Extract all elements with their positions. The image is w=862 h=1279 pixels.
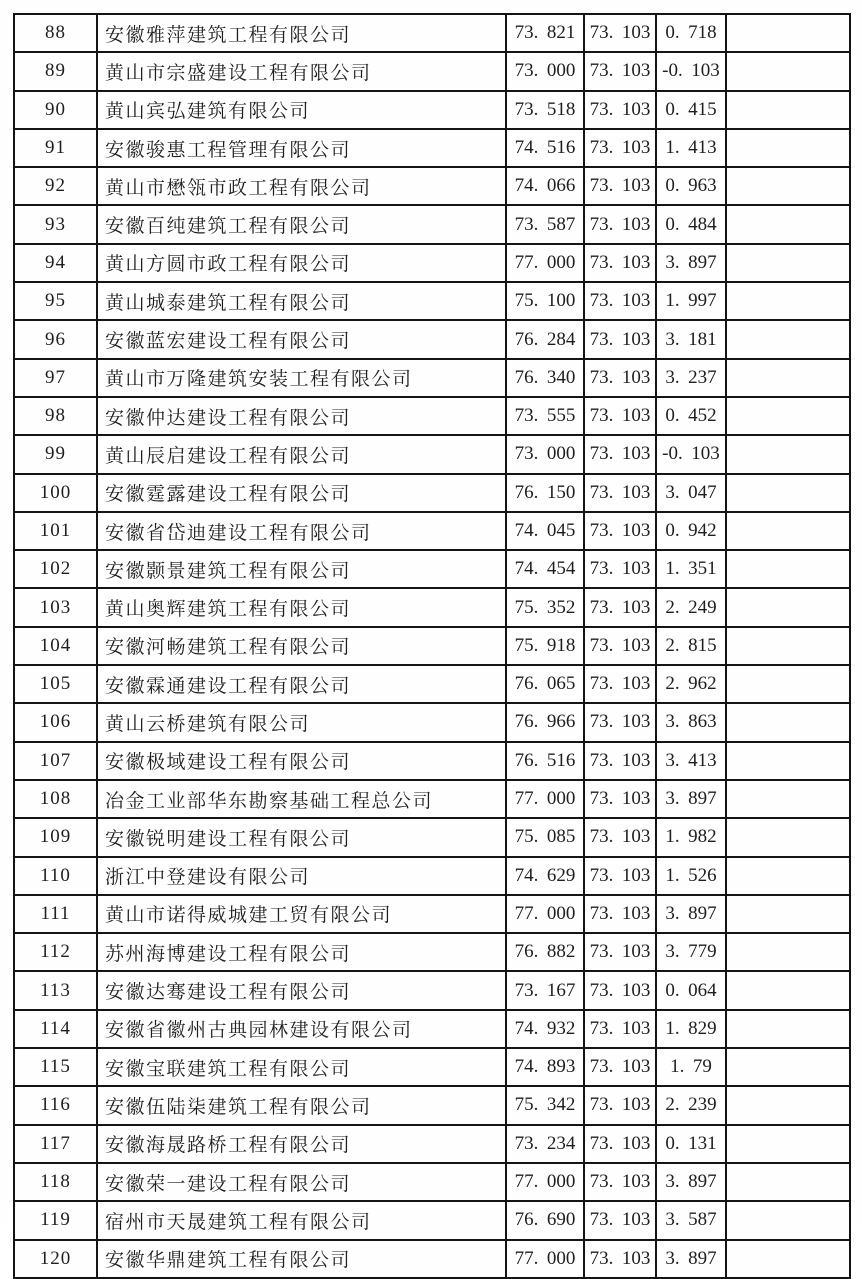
score-cell: 73. 234 xyxy=(506,1125,584,1163)
diff-cell: 3. 587 xyxy=(656,1201,726,1239)
row-number-cell: 114 xyxy=(14,1010,97,1048)
table-row xyxy=(14,1163,850,1201)
company-name-cell: 安徽河畅建筑工程有限公司 xyxy=(97,627,506,665)
remark-cell xyxy=(726,588,850,626)
base-score-cell: 73. 103 xyxy=(584,971,656,1009)
remark-cell xyxy=(726,282,850,320)
remark-cell xyxy=(726,91,850,129)
table-row xyxy=(14,550,850,588)
diff-cell: 1. 982 xyxy=(656,818,726,856)
remark-cell xyxy=(726,665,850,703)
row-number-cell: 99 xyxy=(14,435,97,473)
base-score-cell: 73. 103 xyxy=(584,474,656,512)
remark-cell xyxy=(726,435,850,473)
table-row xyxy=(14,1086,850,1124)
score-cell: 75. 352 xyxy=(506,588,584,626)
company-name-cell: 安徽华鼎建筑工程有限公司 xyxy=(97,1240,506,1278)
remark-cell xyxy=(726,1086,850,1124)
company-name-cell: 宿州市天晟建筑工程有限公司 xyxy=(97,1201,506,1239)
company-name-cell: 安徽省徽州古典园林建设有限公司 xyxy=(97,1010,506,1048)
company-name-cell: 安徽霆露建设工程有限公司 xyxy=(97,474,506,512)
company-name-cell: 黄山宾弘建筑有限公司 xyxy=(97,91,506,129)
base-score-cell: 73. 103 xyxy=(584,818,656,856)
company-name-cell: 安徽仲达建设工程有限公司 xyxy=(97,397,506,435)
score-cell: 74. 045 xyxy=(506,512,584,550)
company-name-cell: 苏州海博建设工程有限公司 xyxy=(97,933,506,971)
row-number-cell: 120 xyxy=(14,1240,97,1278)
remark-cell xyxy=(726,742,850,780)
company-name-cell: 安徽海晟路桥工程有限公司 xyxy=(97,1125,506,1163)
company-name-cell: 安徽伍陆柒建筑工程有限公司 xyxy=(97,1086,506,1124)
diff-cell: 3. 897 xyxy=(656,1240,726,1278)
score-cell: 73. 587 xyxy=(506,205,584,243)
score-cell: 77. 000 xyxy=(506,1240,584,1278)
score-cell: 73. 000 xyxy=(506,52,584,90)
score-cell: 75. 918 xyxy=(506,627,584,665)
table-row xyxy=(14,1125,850,1163)
base-score-cell: 73. 103 xyxy=(584,205,656,243)
row-number-cell: 92 xyxy=(14,167,97,205)
base-score-cell: 73. 103 xyxy=(584,1086,656,1124)
base-score-cell: 73. 103 xyxy=(584,359,656,397)
diff-cell: 0. 064 xyxy=(656,971,726,1009)
score-cell: 73. 555 xyxy=(506,397,584,435)
diff-cell: 0. 942 xyxy=(656,512,726,550)
company-name-cell: 黄山辰启建设工程有限公司 xyxy=(97,435,506,473)
company-name-cell: 安徽极域建设工程有限公司 xyxy=(97,742,506,780)
diff-cell: 0. 415 xyxy=(656,91,726,129)
remark-cell xyxy=(726,320,850,358)
company-name-cell: 安徽颢景建筑工程有限公司 xyxy=(97,550,506,588)
table-row xyxy=(14,627,850,665)
table-row xyxy=(14,474,850,512)
table-row xyxy=(14,1048,850,1086)
company-name-cell: 冶金工业部华东勘察基础工程总公司 xyxy=(97,780,506,818)
remark-cell xyxy=(726,167,850,205)
row-number-cell: 104 xyxy=(14,627,97,665)
base-score-cell: 73. 103 xyxy=(584,895,656,933)
row-number-cell: 94 xyxy=(14,244,97,282)
score-cell: 77. 000 xyxy=(506,244,584,282)
row-number-cell: 116 xyxy=(14,1086,97,1124)
remark-cell xyxy=(726,1010,850,1048)
score-cell: 73. 167 xyxy=(506,971,584,1009)
row-number-cell: 97 xyxy=(14,359,97,397)
remark-cell xyxy=(726,627,850,665)
remark-cell xyxy=(726,895,850,933)
diff-cell: 3. 181 xyxy=(656,320,726,358)
remark-cell xyxy=(726,359,850,397)
company-name-cell: 安徽省岱迪建设工程有限公司 xyxy=(97,512,506,550)
score-cell: 77. 000 xyxy=(506,780,584,818)
diff-cell: 3. 779 xyxy=(656,933,726,971)
table-row xyxy=(14,14,850,52)
score-cell: 75. 100 xyxy=(506,282,584,320)
base-score-cell: 73. 103 xyxy=(584,703,656,741)
company-name-cell: 黄山方圆市政工程有限公司 xyxy=(97,244,506,282)
row-number-cell: 107 xyxy=(14,742,97,780)
base-score-cell: 73. 103 xyxy=(584,435,656,473)
company-name-cell: 安徽锐明建设工程有限公司 xyxy=(97,818,506,856)
row-number-cell: 112 xyxy=(14,933,97,971)
remark-cell xyxy=(726,818,850,856)
diff-cell: 0. 963 xyxy=(656,167,726,205)
company-name-cell: 安徽达骞建设工程有限公司 xyxy=(97,971,506,1009)
table-row xyxy=(14,320,850,358)
diff-cell: 0. 452 xyxy=(656,397,726,435)
table-row xyxy=(14,52,850,90)
diff-cell: 1. 526 xyxy=(656,857,726,895)
base-score-cell: 73. 103 xyxy=(584,244,656,282)
table-row xyxy=(14,435,850,473)
diff-cell: 1. 79 xyxy=(656,1048,726,1086)
remark-cell xyxy=(726,474,850,512)
company-name-cell: 黄山市宗盛建设工程有限公司 xyxy=(97,52,506,90)
diff-cell: 3. 047 xyxy=(656,474,726,512)
row-number-cell: 117 xyxy=(14,1125,97,1163)
diff-cell: 0. 718 xyxy=(656,14,726,52)
base-score-cell: 73. 103 xyxy=(584,397,656,435)
base-score-cell: 73. 103 xyxy=(584,14,656,52)
base-score-cell: 73. 103 xyxy=(584,91,656,129)
score-cell: 77. 000 xyxy=(506,895,584,933)
row-number-cell: 91 xyxy=(14,129,97,167)
base-score-cell: 73. 103 xyxy=(584,780,656,818)
score-table xyxy=(13,13,851,1279)
table-row xyxy=(14,129,850,167)
score-cell: 75. 342 xyxy=(506,1086,584,1124)
company-name-cell: 黄山市诺得威城建工贸有限公司 xyxy=(97,895,506,933)
company-name-cell: 安徽宝联建筑工程有限公司 xyxy=(97,1048,506,1086)
table-body xyxy=(14,14,850,1278)
row-number-cell: 101 xyxy=(14,512,97,550)
remark-cell xyxy=(726,1240,850,1278)
row-number-cell: 113 xyxy=(14,971,97,1009)
base-score-cell: 73. 103 xyxy=(584,52,656,90)
score-cell: 76. 340 xyxy=(506,359,584,397)
diff-cell: 2. 962 xyxy=(656,665,726,703)
table-row xyxy=(14,971,850,1009)
remark-cell xyxy=(726,1125,850,1163)
score-cell: 76. 882 xyxy=(506,933,584,971)
company-name-cell: 安徽百纯建筑工程有限公司 xyxy=(97,205,506,243)
score-cell: 73. 000 xyxy=(506,435,584,473)
remark-cell xyxy=(726,933,850,971)
diff-cell: 0. 484 xyxy=(656,205,726,243)
remark-cell xyxy=(726,1163,850,1201)
table-row xyxy=(14,933,850,971)
score-cell: 76. 284 xyxy=(506,320,584,358)
remark-cell xyxy=(726,857,850,895)
score-cell: 74. 516 xyxy=(506,129,584,167)
score-cell: 73. 821 xyxy=(506,14,584,52)
diff-cell: 2. 249 xyxy=(656,588,726,626)
row-number-cell: 119 xyxy=(14,1201,97,1239)
company-name-cell: 黄山市懋瓴市政工程有限公司 xyxy=(97,167,506,205)
table-row xyxy=(14,857,850,895)
remark-cell xyxy=(726,14,850,52)
company-name-cell: 黄山城泰建筑工程有限公司 xyxy=(97,282,506,320)
base-score-cell: 73. 103 xyxy=(584,665,656,703)
base-score-cell: 73. 103 xyxy=(584,1125,656,1163)
score-cell: 74. 454 xyxy=(506,550,584,588)
diff-cell: 3. 863 xyxy=(656,703,726,741)
remark-cell xyxy=(726,129,850,167)
score-cell: 74. 066 xyxy=(506,167,584,205)
table-row xyxy=(14,512,850,550)
diff-cell: 1. 351 xyxy=(656,550,726,588)
row-number-cell: 100 xyxy=(14,474,97,512)
row-number-cell: 93 xyxy=(14,205,97,243)
diff-cell: 0. 131 xyxy=(656,1125,726,1163)
table-row xyxy=(14,703,850,741)
company-name-cell: 黄山市万隆建筑安装工程有限公司 xyxy=(97,359,506,397)
row-number-cell: 109 xyxy=(14,818,97,856)
base-score-cell: 73. 103 xyxy=(584,129,656,167)
score-cell: 73. 518 xyxy=(506,91,584,129)
score-cell: 76. 690 xyxy=(506,1201,584,1239)
remark-cell xyxy=(726,971,850,1009)
score-cell: 77. 000 xyxy=(506,1163,584,1201)
table-row xyxy=(14,818,850,856)
remark-cell xyxy=(726,1048,850,1086)
score-cell: 74. 629 xyxy=(506,857,584,895)
remark-cell xyxy=(726,780,850,818)
row-number-cell: 108 xyxy=(14,780,97,818)
diff-cell: -0. 103 xyxy=(656,435,726,473)
table-row xyxy=(14,895,850,933)
base-score-cell: 73. 103 xyxy=(584,933,656,971)
diff-cell: 2. 815 xyxy=(656,627,726,665)
base-score-cell: 73. 103 xyxy=(584,627,656,665)
remark-cell xyxy=(726,512,850,550)
score-cell: 75. 085 xyxy=(506,818,584,856)
company-name-cell: 黄山云桥建筑有限公司 xyxy=(97,703,506,741)
table-row xyxy=(14,91,850,129)
diff-cell: 1. 997 xyxy=(656,282,726,320)
base-score-cell: 73. 103 xyxy=(584,320,656,358)
row-number-cell: 103 xyxy=(14,588,97,626)
row-number-cell: 96 xyxy=(14,320,97,358)
base-score-cell: 73. 103 xyxy=(584,1240,656,1278)
remark-cell xyxy=(726,205,850,243)
score-cell: 76. 065 xyxy=(506,665,584,703)
diff-cell: 3. 897 xyxy=(656,895,726,933)
company-name-cell: 安徽蓝宏建设工程有限公司 xyxy=(97,320,506,358)
base-score-cell: 73. 103 xyxy=(584,1010,656,1048)
score-cell: 76. 516 xyxy=(506,742,584,780)
base-score-cell: 73. 103 xyxy=(584,857,656,895)
base-score-cell: 73. 103 xyxy=(584,550,656,588)
company-name-cell: 黄山奥辉建筑工程有限公司 xyxy=(97,588,506,626)
base-score-cell: 73. 103 xyxy=(584,1163,656,1201)
diff-cell: 3. 413 xyxy=(656,742,726,780)
base-score-cell: 73. 103 xyxy=(584,1048,656,1086)
diff-cell: 1. 829 xyxy=(656,1010,726,1048)
score-cell: 74. 932 xyxy=(506,1010,584,1048)
table-row xyxy=(14,1010,850,1048)
company-name-cell: 安徽骏惠工程管理有限公司 xyxy=(97,129,506,167)
diff-cell: 3. 897 xyxy=(656,780,726,818)
row-number-cell: 115 xyxy=(14,1048,97,1086)
table-row xyxy=(14,205,850,243)
diff-cell: 3. 897 xyxy=(656,244,726,282)
diff-cell: 3. 897 xyxy=(656,1163,726,1201)
row-number-cell: 90 xyxy=(14,91,97,129)
row-number-cell: 111 xyxy=(14,895,97,933)
remark-cell xyxy=(726,244,850,282)
table-row xyxy=(14,780,850,818)
table-row xyxy=(14,244,850,282)
table-row xyxy=(14,588,850,626)
company-name-cell: 安徽荣一建设工程有限公司 xyxy=(97,1163,506,1201)
table-row xyxy=(14,167,850,205)
base-score-cell: 73. 103 xyxy=(584,282,656,320)
row-number-cell: 95 xyxy=(14,282,97,320)
row-number-cell: 98 xyxy=(14,397,97,435)
score-cell: 76. 150 xyxy=(506,474,584,512)
row-number-cell: 89 xyxy=(14,52,97,90)
base-score-cell: 73. 103 xyxy=(584,512,656,550)
row-number-cell: 106 xyxy=(14,703,97,741)
row-number-cell: 105 xyxy=(14,665,97,703)
company-name-cell: 安徽霖通建设工程有限公司 xyxy=(97,665,506,703)
row-number-cell: 118 xyxy=(14,1163,97,1201)
remark-cell xyxy=(726,550,850,588)
diff-cell: -0. 103 xyxy=(656,52,726,90)
row-number-cell: 110 xyxy=(14,857,97,895)
diff-cell: 2. 239 xyxy=(656,1086,726,1124)
remark-cell xyxy=(726,397,850,435)
company-name-cell: 浙江中登建设有限公司 xyxy=(97,857,506,895)
remark-cell xyxy=(726,703,850,741)
row-number-cell: 102 xyxy=(14,550,97,588)
table-row xyxy=(14,397,850,435)
company-name-cell: 安徽雅萍建筑工程有限公司 xyxy=(97,14,506,52)
remark-cell xyxy=(726,1201,850,1239)
table-row xyxy=(14,282,850,320)
base-score-cell: 73. 103 xyxy=(584,1201,656,1239)
row-number-cell: 88 xyxy=(14,14,97,52)
score-cell: 76. 966 xyxy=(506,703,584,741)
table-row xyxy=(14,1201,850,1239)
base-score-cell: 73. 103 xyxy=(584,588,656,626)
table-row xyxy=(14,742,850,780)
diff-cell: 1. 413 xyxy=(656,129,726,167)
table-row xyxy=(14,359,850,397)
diff-cell: 3. 237 xyxy=(656,359,726,397)
remark-cell xyxy=(726,52,850,90)
base-score-cell: 73. 103 xyxy=(584,167,656,205)
table-row xyxy=(14,1240,850,1278)
score-cell: 74. 893 xyxy=(506,1048,584,1086)
base-score-cell: 73. 103 xyxy=(584,742,656,780)
table-row xyxy=(14,665,850,703)
